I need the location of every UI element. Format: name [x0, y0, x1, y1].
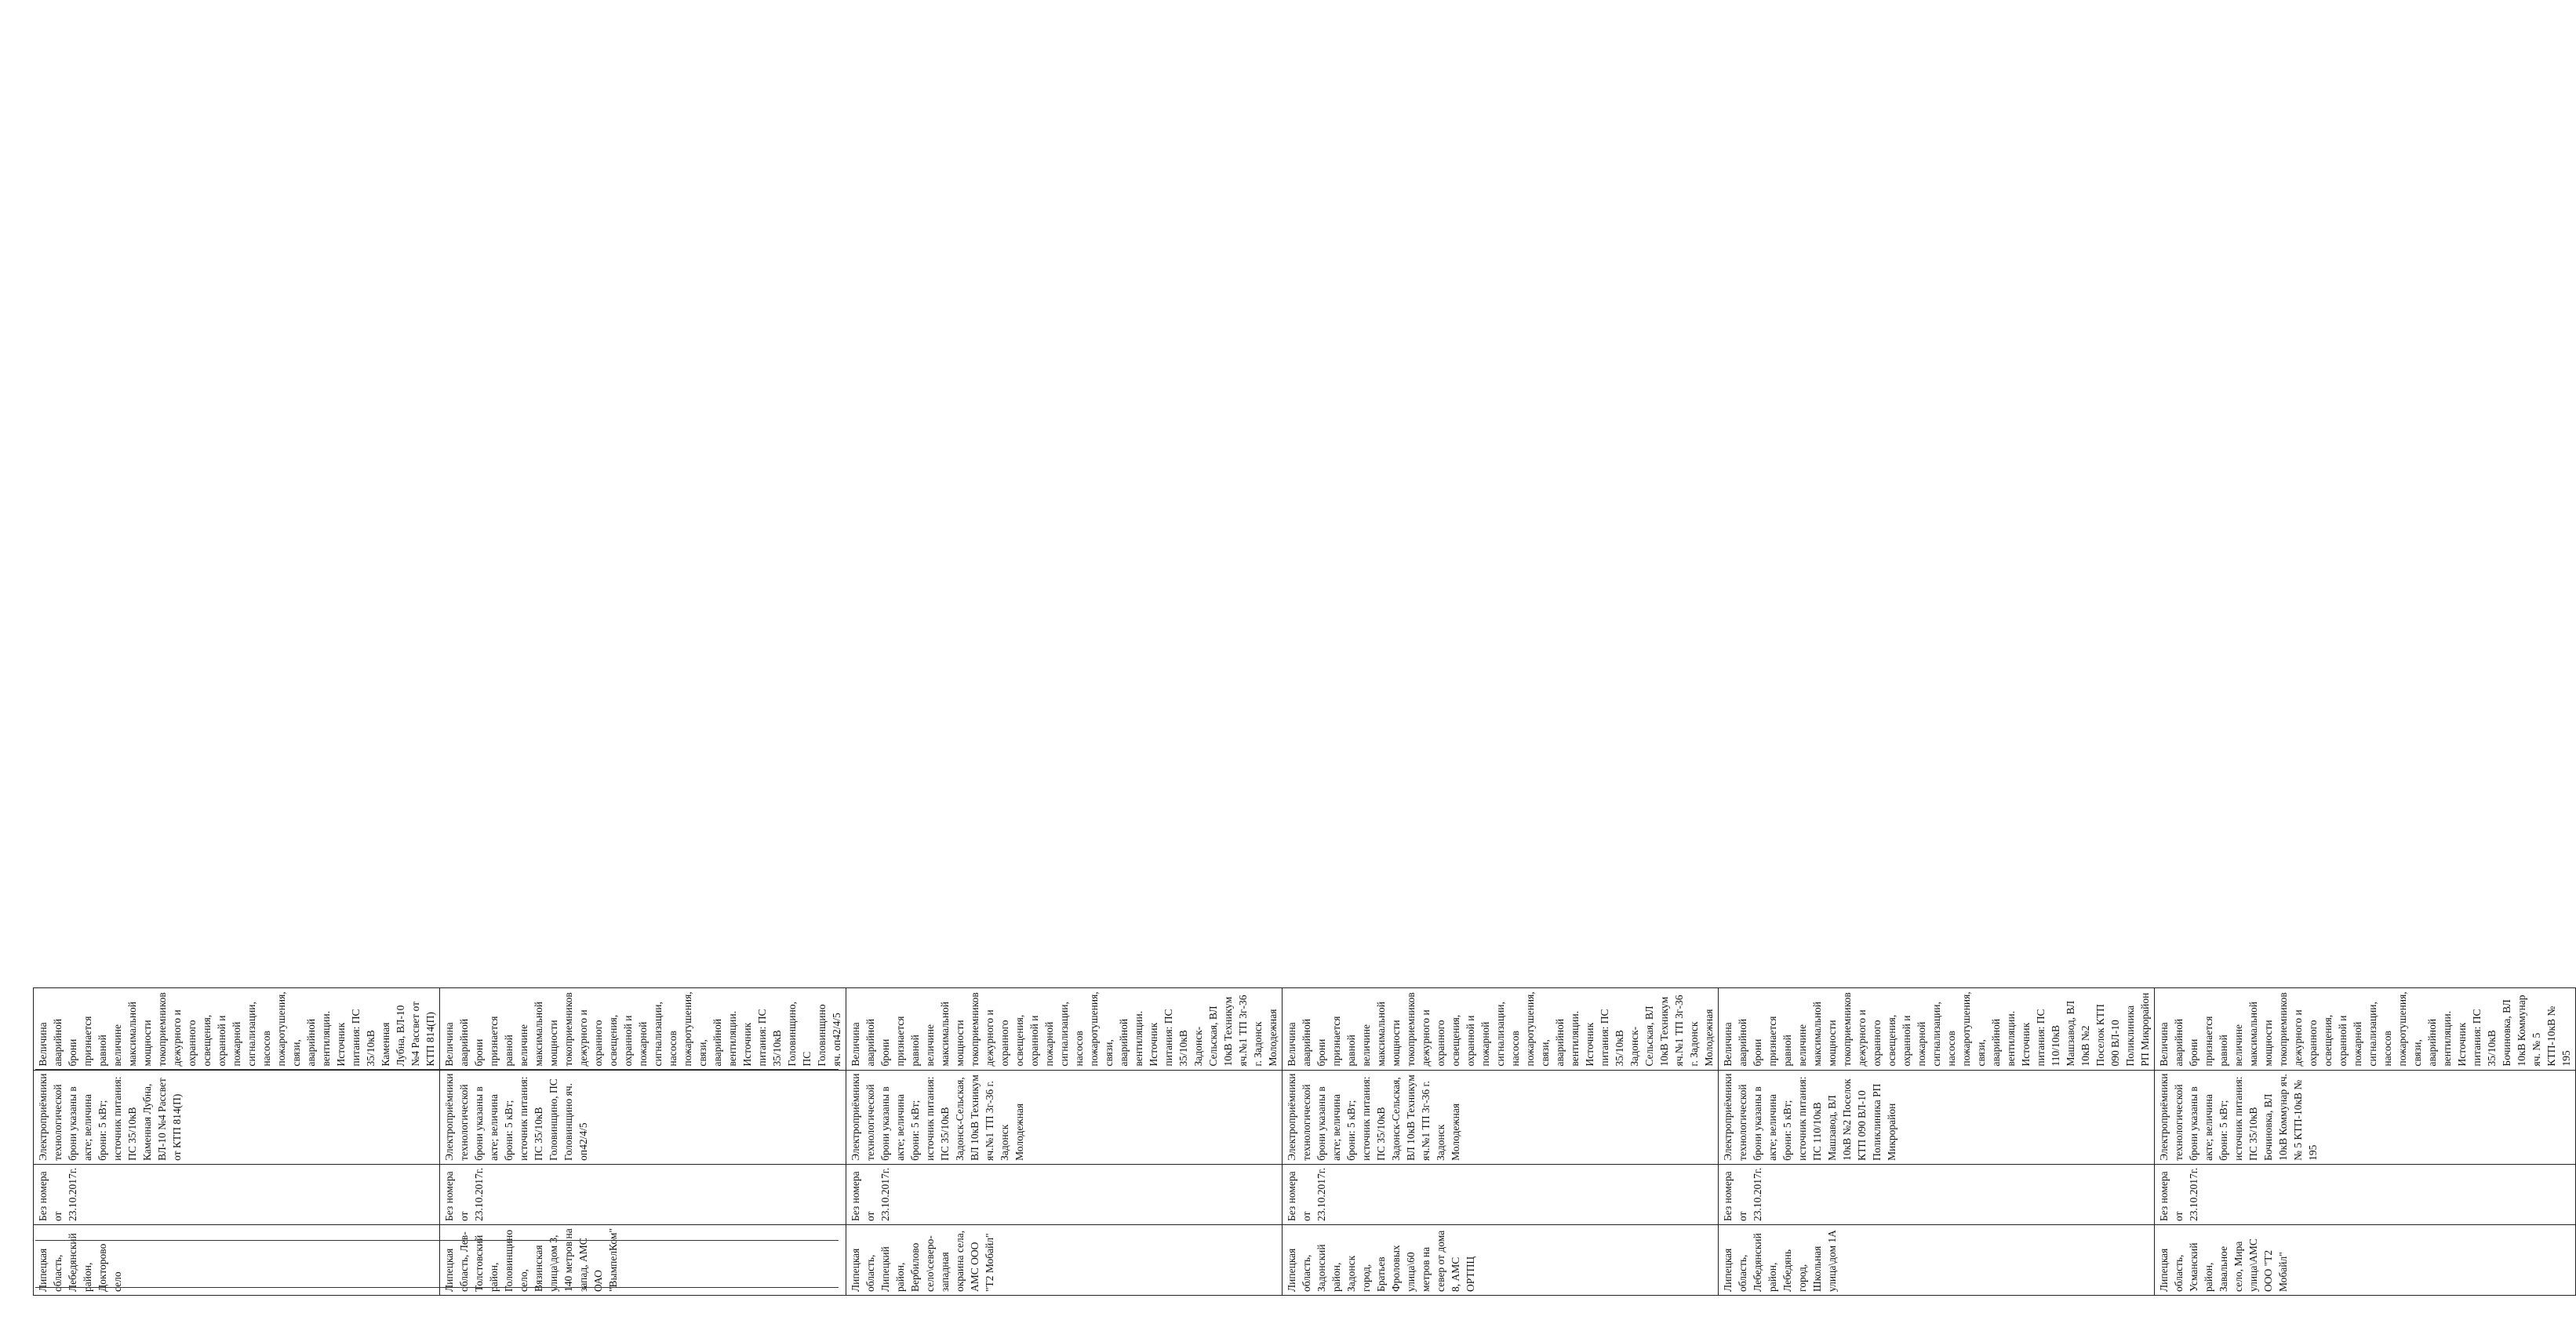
- separator-line-2: [35, 1240, 839, 1241]
- act-cell: Без номера от 23.10.2017г.: [1719, 1164, 2155, 1224]
- tech-reserve-cell: Электроприёмники технологической брони указаны в акте; величина брони: 5 кВт; источник питания: ПС 35/10кВ Каменная Лубна, ВЛ-10 №4 Рассвет от КТП 814(П): [34, 1070, 440, 1164]
- address-cell: Липецкая область, Лев-Толстовский район, Головинщино село, Вязинская улица\дом 3, 140 метров на запад, АМС ОАО "ВымпелКом": [440, 1225, 846, 1296]
- table-row: [1283, 988, 1719, 1296]
- tech-reserve-cell: Электроприёмники технологической брони указаны в акте; величина брони: 5 кВт; источник питания: ПС 110/10кВ Машзавод, ВЛ 10кВ №2 Поселок КТП 090 ВЛ-10 Поликлиника РП Микрорайон: [1719, 1070, 2155, 1164]
- emergency-reserve-cell: Величина аварийной брони признается равной величине максимальной мощности токоприемников дежурного и охранного освещения, охранной и пожарной сигнализации, насосов пожаротушения, связи, аварийной вентиляции. Источник питания: ПС 35/10кВ Каменная Лубна, ВЛ-10 №4 Рассвет от КТП 814(П): [34, 988, 440, 1070]
- table-row: [846, 988, 1283, 1296]
- act-cell: Без номера от 23.10.2017г.: [2155, 1164, 2576, 1224]
- address-cell: Липецкая область, Лебедянский район, Лебедянь город, Школьная улица\дом 1А: [1719, 1225, 2155, 1296]
- emergency-reserve-cell: Величина аварийной брони признается равной величине максимальной мощности токоприемников дежурного и охранного освещения, охранной и пожарной сигнализации, насосов пожаротушения, связи, аварийной вентиляции. Источник питания: ПС 35/10кВ Головинщино, ПС Головинщино яч. оп42/4/5: [440, 988, 846, 1070]
- address-cell: Липецкая область, Задонский район, Задонск город, Братьев Фроловых улица\60 метров на север от дома 8, АМС ОРТПЦ: [1283, 1225, 1719, 1296]
- address-cell: Липецкая область, Липецкий район, Вербилово село\северо-западная окраина села, АМС ООО "Т2 Мобайл": [846, 1225, 1283, 1296]
- address-cell: Липецкая область, Усманский район, Завальное село, Мира улица\АМС ООО "Т2 Мобайл": [2155, 1225, 2576, 1296]
- act-cell: Без номера от 23.10.2017г.: [846, 1164, 1283, 1224]
- separator-line-3: [35, 1287, 839, 1288]
- table-row: [440, 988, 846, 1296]
- emergency-reserve-cell: Величина аварийной брони признается равной величине максимальной мощности токоприемников дежурного и охранного освещения, охранной и пожарной сигнализации, насосов пожаротушения, связи, аварийной вентиляции. Источник питания: ПС 110/10кВ Машзавод, ВЛ 10кВ №2 Поселок КТП 090 ВЛ-10 Поликлиника РП Микрорайон: [1719, 988, 2155, 1070]
- emergency-reserve-cell: Величина аварийной брони признается равной величине максимальной мощности токоприемников дежурного и охранного освещения, охранной и пожарной сигнализации, насосов пожаротушения, связи, аварийной вентиляции. Источник питания: ПС 35/10кВ Задонск-Сельская, ВЛ 10кВ Техникум яч.№1 ТП 3г-36 г. Задонск Молодежная: [1283, 988, 1719, 1070]
- act-cell: Без номера от 23.10.2017г.: [34, 1164, 440, 1224]
- separator-line-1: [35, 1069, 839, 1070]
- tech-reserve-cell: Электроприёмники технологической брони указаны в акте; величина брони: 5 кВт; источник питания: ПС 35/10кВ Задонск-Сельская, ВЛ 10кВ Техникум яч.№1 ТП 3г-36 г. Задонск Молодежная: [846, 1070, 1283, 1164]
- tech-reserve-cell: Электроприёмники технологической брони указаны в акте; величина брони: 5 кВт; источник питания: ПС 35/10кВ Задонск-Сельская, ВЛ 10кВ Техникум яч.№1 ТП 3г-36 г. Задонск Молодежная: [1283, 1070, 1719, 1164]
- tech-reserve-cell: Электроприёмники технологической брони указаны в акте; величина брони: 5 кВт; источник питания: ПС 35/10кВ Головинщино, ПС Головинщино яч. оп42/4/5: [440, 1070, 846, 1164]
- tech-reserve-cell: Электроприёмники технологической брони указаны в акте; величина брони: 5 кВт; источник питания: ПС 35/10кВ Бочиновка, ВЛ 10кВ Коммунар яч. № 5 КТП-10кВ № 195: [2155, 1070, 2576, 1164]
- emergency-reserve-cell: Величина аварийной брони признается равной величине максимальной мощности токоприемников дежурного и охранного освещения, охранной и пожарной сигнализации, насосов пожаротушения, связи, аварийной вентиляции. Источник питания: ПС 35/10кВ Задонск-Сельская, ВЛ 10кВ Техникум яч.№1 ТП 3г-36 г. Задонск Молодежная: [846, 988, 1283, 1070]
- table-row: [2155, 988, 2576, 1296]
- emergency-reserve-cell: Величина аварийной брони признается равной величине максимальной мощности токоприемников дежурного и охранного освещения, охранной и пожарной сигнализации, насосов пожаротушения, связи, аварийной вентиляции. Источник питания: ПС 35/10кВ Бочиновка, ВЛ 10кВ Коммунар яч. № 5 КТП-10кВ № 195: [2155, 988, 2576, 1070]
- act-cell: Без номера от 23.10.2017г.: [440, 1164, 846, 1224]
- address-cell: Липецкая область, Лебедянский район, Докторово село: [34, 1225, 440, 1296]
- reserve-table: [33, 987, 2576, 1296]
- table-row: [34, 988, 440, 1296]
- table-row: [1719, 988, 2155, 1296]
- act-cell: Без номера от 23.10.2017г.: [1283, 1164, 1719, 1224]
